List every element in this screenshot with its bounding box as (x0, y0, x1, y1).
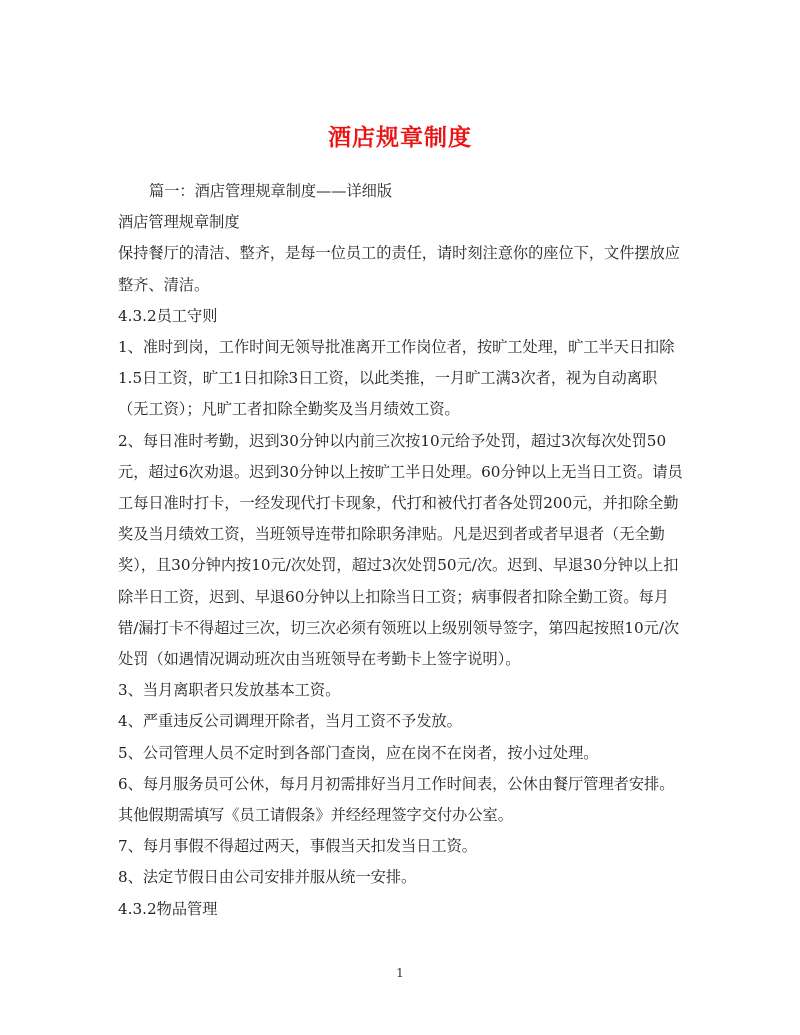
rule-item: 4、严重违反公司调理开除者，当月工资不予发放。 (118, 712, 462, 731)
rule-item: 1、准时到岗，工作时间无领导批准离开工作岗位者，按旷工处理，旷工半天日扣除1.5日工资，旷工1日扣除3日工资，以此类推，一月旷工满3次者，视为自动离职（无工资）；凡旷工者扣除全勤奖及当月绩效工资。 (118, 338, 675, 419)
rule-item: 7、每月事假不得超过两天，事假当天扣发当日工资。 (118, 837, 477, 856)
section-number-heading: 4.3.2物品管理 (118, 899, 218, 918)
paragraph-intro: 保持餐厅的清洁、整齐，是每一位员工的责任，请时刻注意你的座位下，文件摆放应整齐、清洁。 (118, 244, 680, 294)
rule-item: 8、法定节假日由公司安排并服从统一安排。 (118, 868, 417, 887)
page-number: 1 (396, 966, 404, 980)
rule-item: 6、每月服务员可公休，每月月初需排好当月工作时间表，公休由餐厅管理者安排。其他假期需填写《员工请假条》并经经理签字交付办公室。 (118, 774, 675, 825)
rule-item: 2、每日准时考勤，迟到30分钟以内前三次按10元给予处罚，超过3次每次处罚50元，超过6次劝退。迟到30分钟以上按旷工半日处理。60分钟以上无当日工资。请员工每日准时打卡，一经发现代打卡现象，代打和被代打者各处罚200元，并扣除全勤奖及当月绩效工资，当班领导连带扣除职务津贴。凡是迟到者或者早退者（无全勤奖），且30分钟内按10元/次处罚，超过3次处罚50元/次。迟到、早退30分钟以上扣除半日工资，迟到、早退60分钟以上扣除当日工资；病事假者扣除全勤工资。每月错/漏打卡不得超过三次，切三次必须有领班以上级别领导签字，第四起按照10元/次处罚（如遇情况调动班次由当班领导在考勤卡上签字说明）。 (118, 431, 683, 669)
section-heading: 篇一：酒店管理规章制度——详细版 (149, 182, 392, 200)
document-title: 酒店规章制度 (328, 124, 472, 152)
subtitle: 酒店管理规章制度 (118, 213, 240, 232)
document-body (118, 176, 684, 925)
section-number-heading: 4.3.2员工守则 (118, 306, 218, 325)
rule-item: 5、公司管理人员不定时到各部门查岗，应在岗不在岗者，按小过处理。 (118, 743, 599, 762)
rule-item: 3、当月离职者只发放基本工资。 (118, 681, 341, 700)
